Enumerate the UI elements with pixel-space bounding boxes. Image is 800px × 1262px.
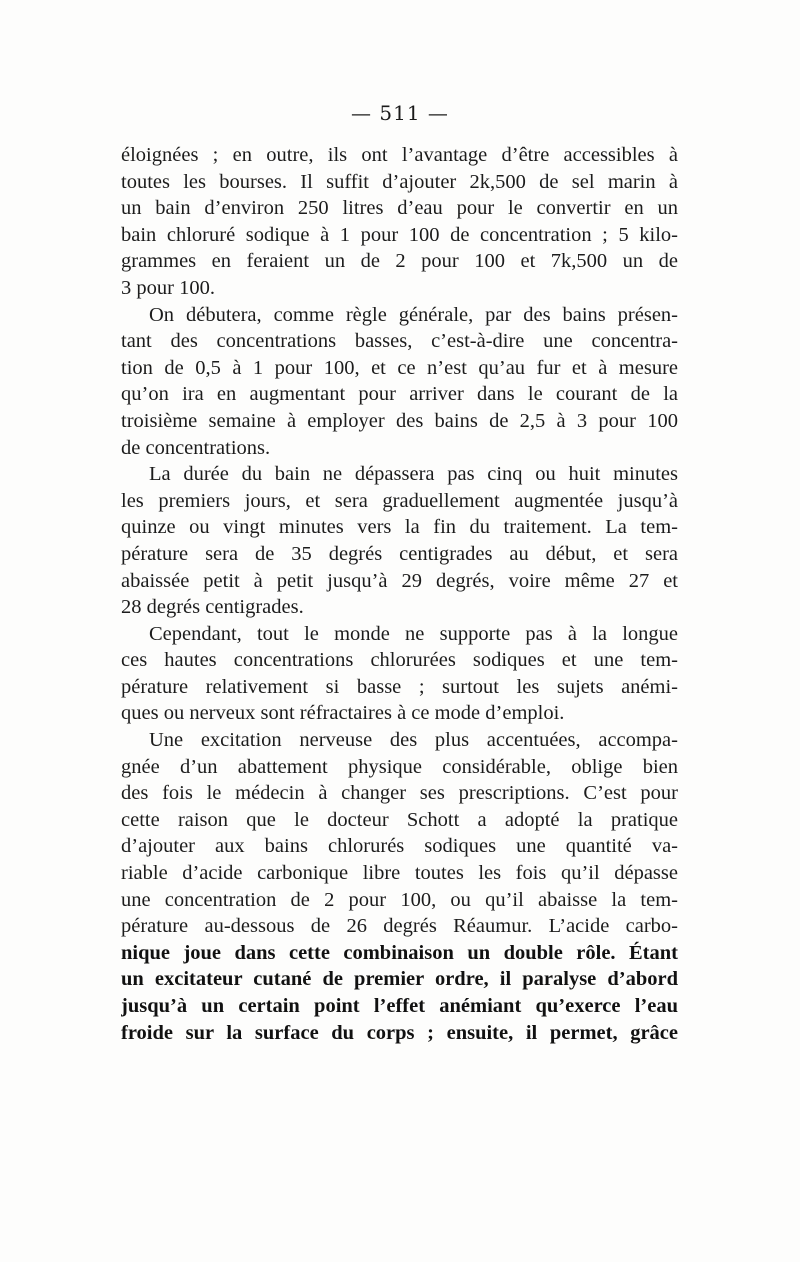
text-line: 28 degrés centigrades. — [121, 596, 304, 619]
text-line: Une excitation nerveuse des plus accentuées, accompa- — [149, 729, 678, 752]
text-line: d’ajouter aux bains chlorurés sodiques une quantité va- — [121, 835, 678, 858]
text-line: toutes les bourses. Il suffit d’ajouter 2k,500 de sel marin à — [121, 170, 678, 193]
text-line: tant des concentrations basses, c’est-à-dire une concentra- — [121, 330, 678, 353]
text-line: qu’on ira en augmentant pour arriver dans le courant de la — [121, 383, 678, 406]
text-line: La durée du bain ne dépassera pas cinq ou huit minutes — [149, 463, 678, 486]
text-line: des fois le médecin à changer ses prescriptions. C’est pour — [121, 782, 678, 805]
text-line: les premiers jours, et sera graduellement augmentée jusqu’à — [121, 489, 678, 512]
text-line: ques ou nerveux sont réfractaires à ce mode d’emploi. — [121, 702, 565, 725]
text-line: un bain d’environ 250 litres d’eau pour le convertir en un — [121, 197, 678, 220]
text-line: une concentration de 2 pour 100, ou qu’il abaisse la tem- — [121, 888, 678, 911]
text-line: quinze ou vingt minutes vers la fin du traitement. La tem- — [121, 516, 678, 539]
text-line: pérature relativement si basse ; surtout les sujets anémi- — [121, 675, 678, 698]
text-line: riable d’acide carbonique libre toutes les fois qu’il dépasse — [121, 862, 678, 885]
body-text — [121, 142, 678, 1046]
text-line: un excitateur cutané de premier ordre, il paralyse d’abord — [121, 968, 678, 991]
text-line: nique joue dans cette combinaison un double rôle. Étant — [121, 941, 678, 964]
text-line: cette raison que le docteur Schott a adopté la pratique — [121, 808, 678, 831]
text-line: pérature sera de 35 degrés centigrades au début, et sera — [121, 542, 678, 565]
text-line: grammes en feraient un de 2 pour 100 et 7k,500 un de — [121, 250, 678, 273]
text-line: de concentrations. — [121, 436, 271, 459]
text-line: froide sur la surface du corps ; ensuite, il permet, grâce — [121, 1021, 678, 1044]
text-line: abaissée petit à petit jusqu’à 29 degrés, voire même 27 et — [121, 569, 678, 592]
page-number: — 511 — — [351, 101, 449, 125]
text-line: éloignées ; en outre, ils ont l’avantage d’être accessibles à — [121, 144, 678, 166]
text-line: bain chloruré sodique à 1 pour 100 de concentration ; 5 kilo- — [121, 223, 678, 246]
text-line: ces hautes concentrations chlorurées sodiques et une tem- — [121, 649, 678, 672]
text-line: pérature au-dessous de 26 degrés Réaumur. L’acide carbo- — [121, 915, 678, 938]
text-line: Cependant, tout le monde ne supporte pas à la longue — [149, 622, 678, 645]
text-line: gnée d’un abattement physique considérable, oblige bien — [121, 755, 678, 778]
text-line: On débutera, comme règle générale, par des bains présen- — [149, 303, 678, 326]
text-line: jusqu’à un certain point l’effet anémiant qu’exerce l’eau — [121, 995, 678, 1017]
text-line: 3 pour 100. — [121, 276, 215, 299]
text-line: troisième semaine à employer des bains de 2,5 à 3 pour 100 — [121, 409, 678, 432]
text-line: tion de 0,5 à 1 pour 100, et ce n’est qu’au fur et à mesure — [121, 356, 678, 379]
